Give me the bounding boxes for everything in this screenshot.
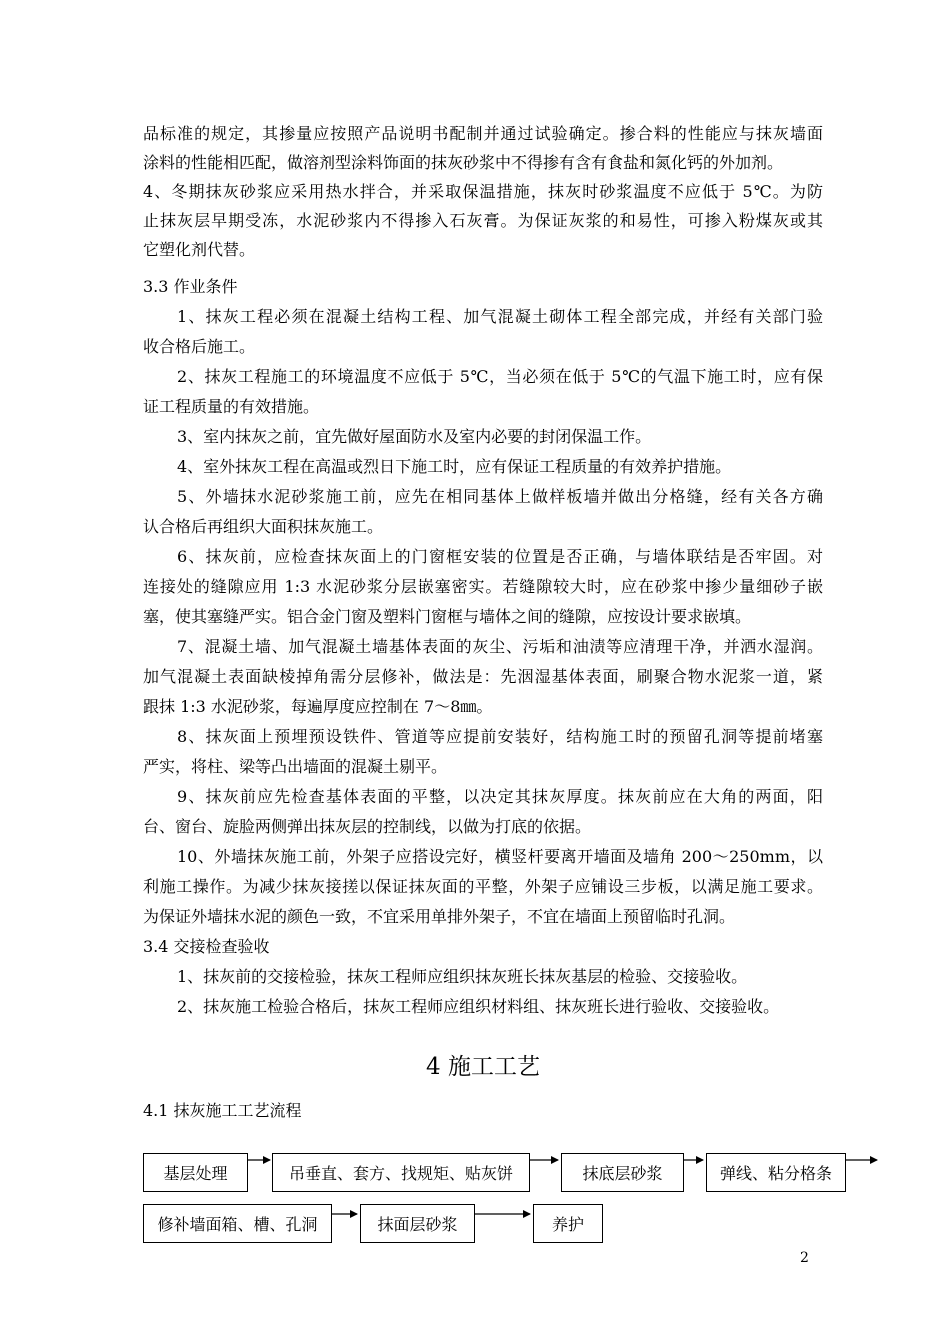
text-line: 跟抹 1:3 水泥砂浆，每遍厚度应控制在 7～8㎜。 (143, 697, 493, 716)
text-line: 收合格后施工。 (143, 337, 256, 356)
flow-box-4: 弹线、粘分格条 (706, 1153, 846, 1192)
text-line: 它塑化剂代替。 (143, 240, 256, 259)
text-line: 认合格后再组织大面积抹灰施工。 (143, 517, 384, 536)
text-line: 1、抹灰工程必须在混凝土结构工程、加气混凝土砌体工程全部完成，并经有关部门验 (177, 307, 823, 326)
text-line: 3.4 交接检查验收 (143, 937, 270, 956)
subsection-heading-4-1: 4.1 抹灰施工工艺流程 (143, 1101, 302, 1120)
text-line: 严实，将柱、梁等凸出墙面的混凝土剔平。 (143, 757, 448, 776)
text-line: 利施工操作。为减少抹灰接搓以保证抹灰面的平整，外架子应铺设三步板，以满足施工要求。 (143, 877, 823, 896)
text-line: 涂料的性能相匹配，做溶剂型涂料饰面的抹灰砂浆中不得掺有含有食盐和氮化钙的外加剂。 (143, 153, 784, 172)
flow-box-6: 抹面层砂浆 (360, 1204, 475, 1243)
text-line: 台、窗台、旋脸两侧弹出抹灰层的控制线，以做为打底的依据。 (143, 817, 592, 836)
flow-box-2: 吊垂直、套方、找规矩、贴灰饼 (272, 1153, 530, 1192)
text-line: 4、冬期抹灰砂浆应采用热水拌合，并采取保温措施，抹灰时砂浆温度不应低于 5℃。为防 (143, 182, 823, 201)
text-line: 4、室外抹灰工程在高温或烈日下施工时，应有保证工程质量的有效养护措施。 (177, 457, 732, 476)
text-line: 10、外墙抹灰施工前，外架子应搭设完好，横竖杆要离开墙面及墙角 200～250mm，以 (177, 847, 823, 866)
text-line: 止抹灰层早期受冻，水泥砂浆内不得掺入石灰膏。为保证灰浆的和易性，可掺入粉煤灰或其 (143, 211, 823, 230)
flow-box-1: 基层处理 (143, 1153, 248, 1192)
text-line: 连接处的缝隙应用 1:3 水泥砂浆分层嵌塞密实。若缝隙较大时，应在砂浆中掺少量细砂子嵌 (143, 577, 823, 596)
text-line: 6、抹灰前，应检查抹灰面上的门窗框安装的位置是否正确，与墙体联结是否牢固。对 (177, 547, 823, 566)
flow-box-7: 养护 (533, 1204, 603, 1243)
text-line: 3.3 作业条件 (143, 277, 238, 296)
text-line: 加气混凝土表面缺棱掉角需分层修补，做法是：先洇湿基体表面，刷聚合物水泥浆一道，紧 (143, 667, 823, 686)
text-line: 5、外墙抹水泥砂浆施工前，应先在相同基体上做样板墙并做出分格缝，经有关各方确 (177, 487, 823, 506)
text-line: 8、抹灰面上预埋预设铁件、管道等应提前安装好，结构施工时的预留孔洞等提前堵塞 (177, 727, 823, 746)
text-line: 品标准的规定，其掺量应按照产品说明书配制并通过试验确定。掺合料的性能应与抹灰墙面 (143, 124, 823, 143)
text-line: 7、混凝土墙、加气混凝土墙基体表面的灰尘、污垢和油渍等应清理干净，并洒水湿润。 (177, 637, 823, 656)
section-heading: 4 施工工艺 (426, 1054, 540, 1080)
text-line: 2、抹灰施工检验合格后，抹灰工程师应组织材料组、抹灰班长进行验收、交接验收。 (177, 997, 780, 1016)
text-line: 为保证外墙抹水泥的颜色一致，不宜采用单排外架子，不宜在墙面上预留临时孔洞。 (143, 907, 736, 926)
page-number: 2 (800, 1250, 809, 1266)
text-line: 1、抹灰前的交接检验，抹灰工程师应组织抹灰班长抹灰基层的检验、交接验收。 (177, 967, 748, 986)
text-line: 3、室内抹灰之前，宜先做好屋面防水及室内必要的封闭保温工作。 (177, 427, 652, 446)
flow-box-5: 修补墙面箱、槽、孔洞 (143, 1204, 332, 1243)
text-line: 2、抹灰工程施工的环境温度不应低于 5℃，当必须在低于 5℃的气温下施工时，应有保 (177, 367, 823, 386)
text-line: 证工程质量的有效措施。 (143, 397, 320, 416)
text-line: 塞，使其塞缝严实。铝合金门窗及塑料门窗框与墙体之间的缝隙，应按设计要求嵌填。 (143, 607, 752, 626)
flow-box-3: 抹底层砂浆 (561, 1153, 684, 1192)
text-line: 9、抹灰前应先检查基体表面的平整，以决定其抹灰厚度。抹灰前应在大角的两面，阳 (177, 787, 823, 806)
